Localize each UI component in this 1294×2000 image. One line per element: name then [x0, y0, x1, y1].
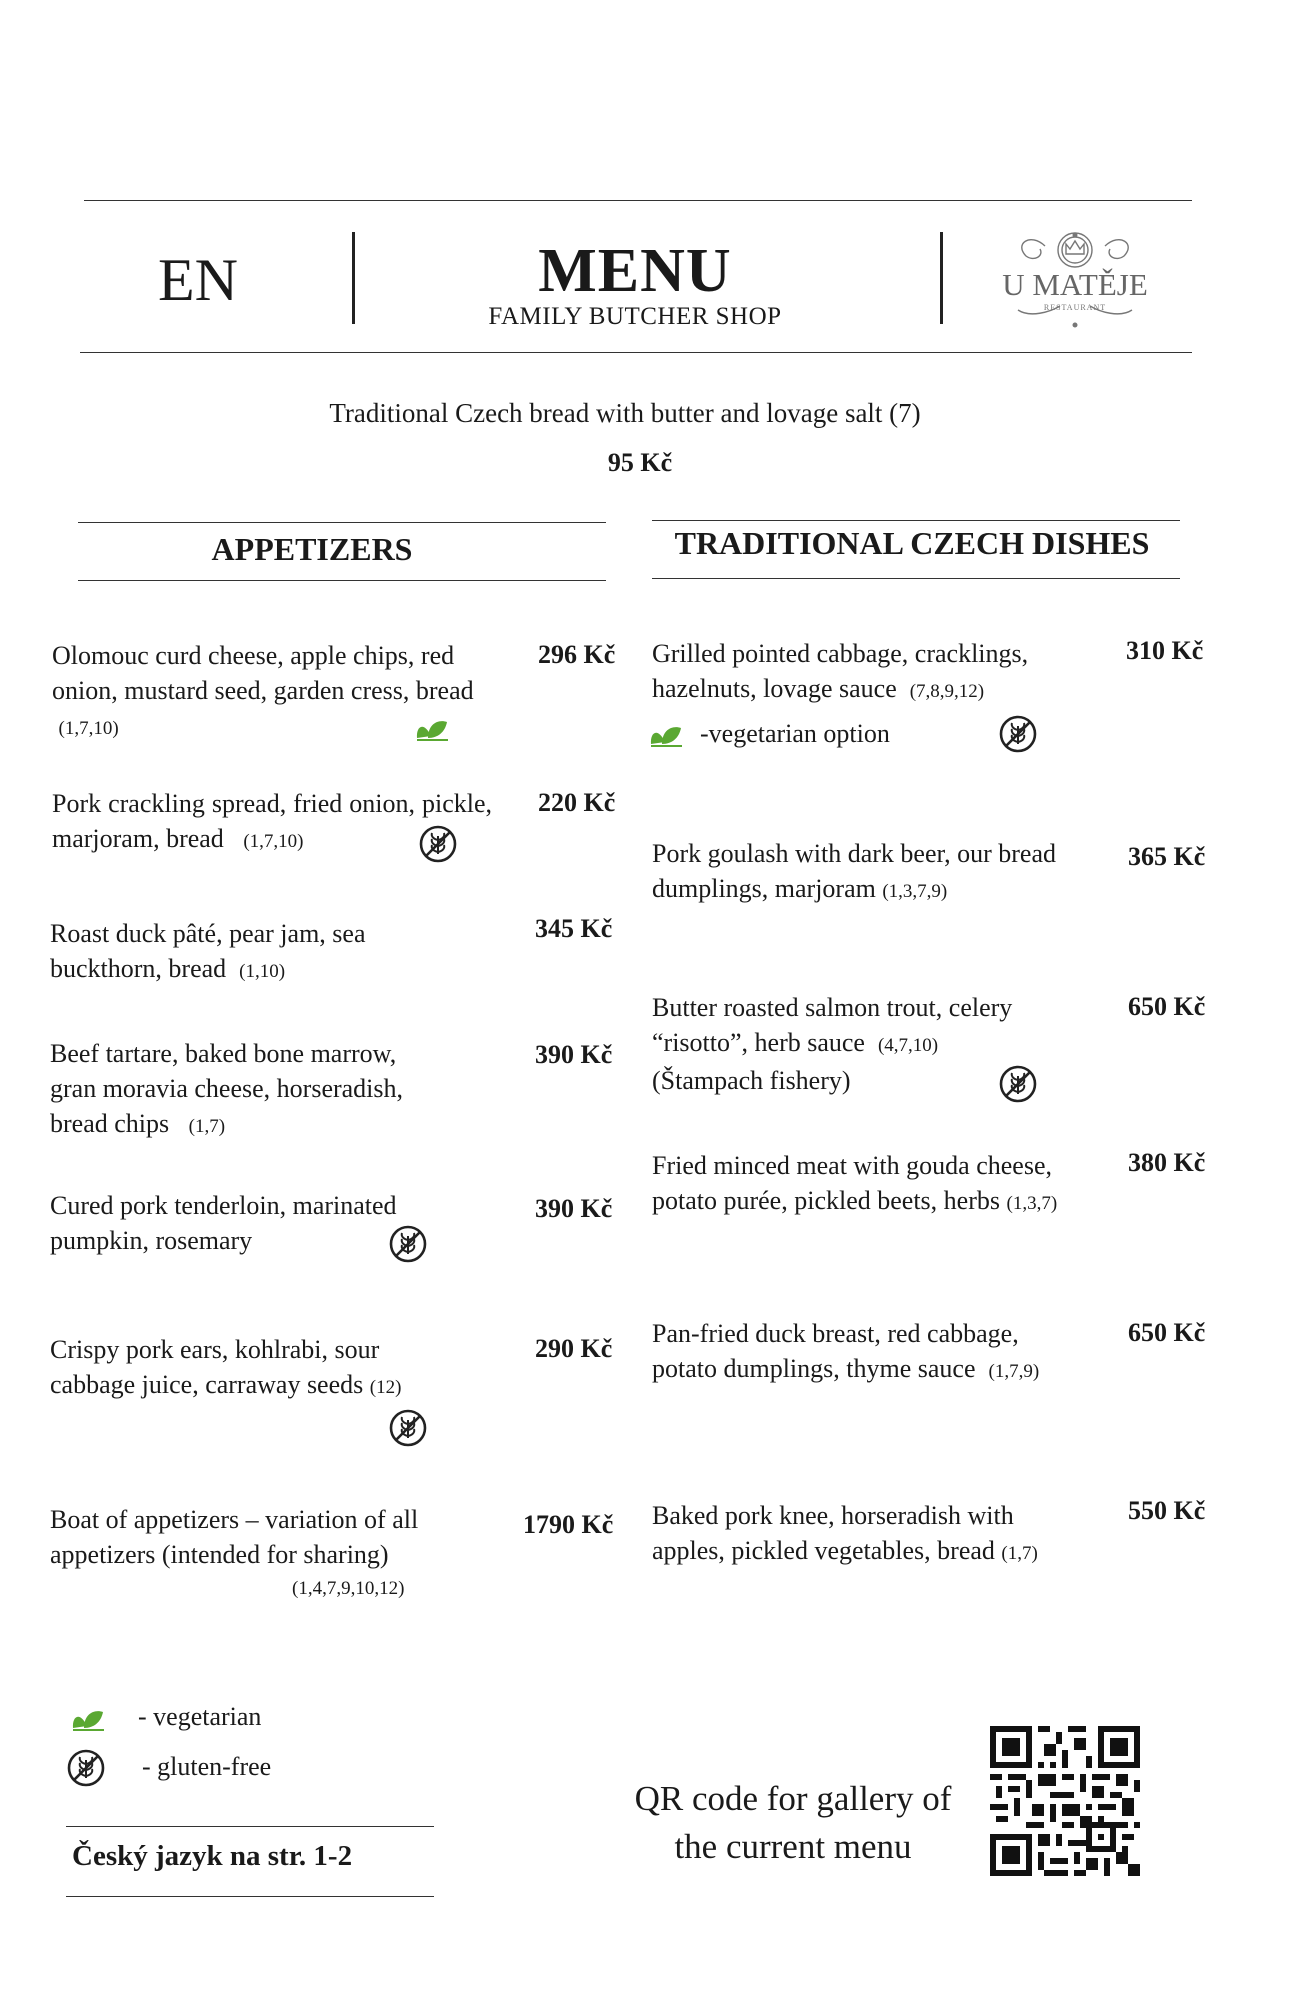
vegetarian-leaf-icon	[70, 1706, 106, 1732]
language-label: EN	[158, 247, 238, 313]
menu-subtitle: FAMILY BUTCHER SHOP	[488, 303, 782, 330]
item-price: 220 Kč	[538, 788, 616, 817]
item-price: 650 Kč	[1128, 992, 1206, 1021]
item-allergens: (1,7,10)	[243, 831, 304, 852]
item-price: 1790 Kč	[523, 1510, 614, 1539]
crown-ornament-icon	[1000, 222, 1150, 332]
czech-language-note: Český jazyk na str. 1-2	[72, 1840, 353, 1872]
qr-code-caption: QR code for gallery of the current menu	[634, 1779, 952, 1866]
item-price: 550 Kč	[1128, 1496, 1206, 1525]
traditional-title: TRADITIONAL CZECH DISHES	[674, 525, 1150, 561]
vegetarian-leaf-icon	[648, 722, 684, 748]
menu-title: MENU	[538, 237, 732, 305]
list-item	[652, 836, 1072, 909]
item-price: 380 Kč	[1128, 1148, 1206, 1177]
list-item	[652, 636, 1052, 709]
gluten-free-icon	[998, 714, 1038, 754]
item-price: 390 Kč	[535, 1194, 613, 1223]
item-description: Roast duck pâté, pear jam, sea buckthorn, bread	[50, 919, 366, 983]
item-price: 345 Kč	[535, 914, 613, 943]
item-allergens: (12)	[369, 1377, 402, 1398]
item-price: 310 Kč	[1126, 636, 1204, 665]
item-description: Pan-fried duck breast, red cabbage, potato dumplings, thyme sauce	[652, 1319, 1019, 1383]
logo-subtext: RESTAURANT	[1043, 303, 1107, 312]
item-allergens: (7,8,9,12)	[909, 681, 985, 702]
item-allergens: (1,4,7,9,10,12)	[292, 1578, 405, 1599]
item-description: Cured pork tenderloin, marinated pumpkin, rosemary	[50, 1191, 397, 1255]
item-allergens: (1,7)	[1001, 1543, 1038, 1564]
item-allergens: (1,3,7,9)	[882, 881, 948, 902]
list-item	[50, 916, 390, 989]
item-description: Fried minced meat with gouda cheese, potato purée, pickled beets, herbs	[652, 1151, 1052, 1215]
item-description: Pork goulash with dark beer, our bread dumplings, marjoram	[652, 839, 1057, 903]
item-allergens: (1,7,10)	[58, 718, 119, 739]
legend-vegetarian: - vegetarian	[138, 1702, 262, 1731]
list-item	[50, 1188, 430, 1258]
item-description: Olomouc curd cheese, apple chips, red onion, mustard seed, garden cress, bread	[52, 641, 474, 705]
item-allergens: (1,10)	[239, 961, 286, 982]
item-allergens: (1,7)	[188, 1116, 226, 1137]
item-price: 290 Kč	[535, 1334, 613, 1363]
item-description: Pork crackling spread, fried onion, pickle, marjoram, bread	[52, 789, 492, 853]
list-item	[50, 1502, 440, 1572]
item-description: Crispy pork ears, kohlrabi, sour cabbage juice, carraway seeds	[50, 1335, 380, 1399]
item-price: 365 Kč	[1128, 842, 1206, 871]
list-item	[50, 1036, 440, 1144]
logo-text: U MATĚJE	[1002, 267, 1148, 302]
list-item	[652, 1148, 1082, 1221]
item-allergens: (1,3,7)	[1006, 1193, 1058, 1214]
vegetarian-leaf-icon	[414, 716, 450, 742]
gluten-free-icon	[418, 824, 458, 864]
bread-price: 95 Kč	[607, 448, 673, 477]
item-allergens: (1,7,9)	[988, 1361, 1040, 1382]
qr-code-icon[interactable]	[990, 1726, 1140, 1876]
appetizers-title: APPETIZERS	[211, 531, 413, 567]
item-price: 296 Kč	[538, 640, 616, 669]
item-description: Butter roasted salmon trout, celery “risotto”, herb sauce	[652, 993, 1013, 1057]
gluten-free-icon	[388, 1408, 428, 1448]
gluten-free-icon	[998, 1064, 1038, 1104]
item-price: 650 Kč	[1128, 1318, 1206, 1347]
legend-gluten-free: - gluten-free	[142, 1752, 272, 1781]
gluten-free-icon	[388, 1224, 428, 1264]
item-price: 390 Kč	[535, 1040, 613, 1069]
item-description: Grilled pointed cabbage, cracklings, hazelnuts, lovage sauce	[652, 639, 1029, 703]
item-description: Boat of appetizers – variation of all appetizers (intended for sharing)	[50, 1505, 419, 1569]
gluten-free-icon	[66, 1748, 106, 1788]
item-description: Baked pork knee, horseradish with apples, pickled vegetables, bread	[652, 1501, 1014, 1565]
list-item	[652, 1316, 1072, 1389]
list-item	[652, 990, 1052, 1098]
item-description: Beef tartare, baked bone marrow, gran moravia cheese, horseradish, bread chips	[50, 1039, 404, 1138]
item-extra: (Štampach fishery)	[652, 1066, 851, 1095]
item-allergens: (4,7,10)	[877, 1035, 939, 1056]
bread-item: Traditional Czech bread with butter and lovage salt (7)	[329, 398, 921, 428]
list-item	[652, 1498, 1052, 1571]
list-item	[50, 1332, 420, 1405]
restaurant-logo	[1000, 222, 1150, 332]
vegetarian-option-note: -vegetarian option	[700, 719, 890, 748]
